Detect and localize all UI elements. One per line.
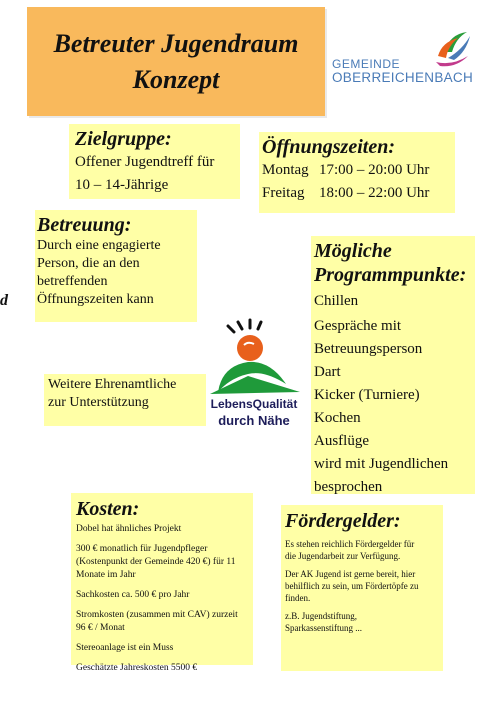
lebensqualitaet-line-2: durch Nähe [218, 413, 290, 428]
lebensqualitaet-line-1: LebensQualität [210, 397, 298, 411]
ehrenamt-line: zur Unterstützung [48, 395, 149, 410]
oeffnungszeiten-time: 17:00 – 20:00 Uhr [319, 162, 430, 178]
oeffnungszeiten-heading: Öffnungszeiten: [262, 136, 395, 158]
programm-item: wird mit Jugendlichen [314, 456, 449, 472]
zielgruppe-heading: Zielgruppe: [75, 128, 172, 150]
programm-item: Ausflüge [314, 433, 369, 449]
betreuung-line: Person, die an den [37, 256, 140, 271]
gemeinde-logo-line-2: OBERREICHENBACH [332, 70, 474, 85]
zielgruppe-line: 10 – 14-Jährige [75, 177, 169, 193]
gemeinde-logo-line-1: GEMEINDE [332, 57, 401, 71]
kosten-box [71, 493, 253, 673]
betreuung-line: betreffenden [37, 274, 108, 289]
oeffnungszeiten-time: 18:00 – 22:00 Uhr [319, 185, 430, 201]
programmpunkte-heading-1: Mögliche [314, 240, 392, 262]
programm-item: Gespräche mit [314, 318, 402, 334]
oeffnungszeiten-row [262, 159, 452, 182]
lebensqualitaet-logo [204, 318, 304, 433]
programmpunkte-heading-2: Programmpunkte: [314, 264, 467, 286]
oeffnungszeiten-row [262, 182, 452, 205]
kosten-paragraph [76, 609, 248, 635]
foerdergelder-line: Es stehen reichlich Fördergelder für [285, 539, 415, 549]
kosten-paragraph [76, 642, 248, 655]
programmpunkte-box [311, 236, 475, 494]
foerdergelder-line: Sparkassenstiftung ... [285, 623, 362, 633]
kosten-paragraph [76, 662, 248, 675]
kosten-paragraph [76, 543, 248, 582]
kosten-line: 300 € monatlich für Jugendpfleger [76, 544, 208, 554]
foerdergelder-line: behilflich zu sein, um Fördertöpfe zu [285, 581, 419, 591]
foerdergelder-line: z.B. Jugendstiftung, [285, 611, 357, 621]
zielgruppe-box [69, 124, 240, 199]
kosten-paragraph [76, 523, 248, 536]
kosten-line: Geschätzte Jahreskosten 5500 € [76, 663, 198, 673]
zielgruppe-line: Offener Jugendtreff für [75, 154, 215, 170]
programm-item: Kochen [314, 410, 361, 426]
betreuung-box [35, 210, 197, 322]
programm-item: besprochen [314, 479, 383, 495]
kosten-line: Monate im Jahr [76, 570, 136, 580]
title-box [27, 7, 325, 116]
kosten-line: Sachkosten ca. 500 € pro Jahr [76, 590, 190, 600]
kosten-line: Stromkosten (zusammen mit CAV) zurzeit [76, 610, 238, 620]
programm-item: Kicker (Turniere) [314, 387, 420, 403]
foerdergelder-paragraph [285, 568, 439, 604]
foerdergelder-line: Der AK Jugend ist gerne bereit, hier [285, 569, 416, 579]
oeffnungszeiten-box [259, 132, 455, 213]
programm-item: Chillen [314, 293, 359, 309]
foerdergelder-line: die Jugendarbeit zur Verfügung. [285, 551, 401, 561]
programm-item: Dart [314, 364, 341, 380]
betreuung-line: Öffnungszeiten kann [37, 292, 154, 307]
kosten-line: Stereoanlage ist ein Muss [76, 643, 174, 653]
foerdergelder-box [281, 505, 443, 671]
kosten-line: (Kostenpunkt der Gemeinde 420 €) für 11 [76, 557, 236, 567]
oeffnungszeiten-day: Montag [262, 162, 309, 178]
gemeinde-logo [332, 30, 492, 90]
betreuung-heading: Betreuung: [37, 214, 132, 236]
foerdergelder-paragraph [285, 610, 439, 634]
foerdergelder-heading: Fördergelder: [285, 510, 401, 532]
kosten-line: 96 € / Monat [76, 623, 125, 633]
stray-char: d [0, 292, 8, 309]
ehrenamt-box [44, 374, 206, 426]
betreuung-line: Durch eine engagierte [37, 238, 161, 253]
kosten-line: Dobel hat ähnliches Projekt [76, 524, 182, 534]
programm-item: Betreuungsperson [314, 341, 423, 357]
kosten-heading: Kosten: [76, 498, 140, 520]
foerdergelder-paragraph [285, 538, 439, 562]
foerdergelder-line: finden. [285, 593, 311, 603]
lebensqualitaet-mark-icon [204, 318, 304, 398]
oeffnungszeiten-day: Freitag [262, 185, 305, 201]
title-line-2: Konzept [132, 64, 220, 94]
ehrenamt-line: Weitere Ehrenamtliche [48, 377, 177, 392]
title-line-1: Betreuter Jugendraum [53, 28, 299, 58]
kosten-paragraph [76, 589, 248, 602]
